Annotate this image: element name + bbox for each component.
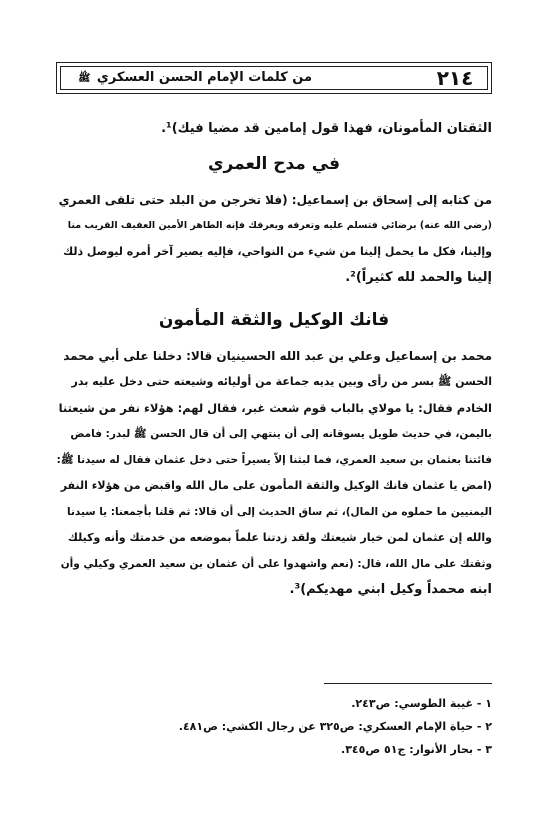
footnote-item: ١ - غيبة الطوسي: ص٢٤٣. xyxy=(351,697,492,710)
text-line: إلينا والحمد لله كثيراً)². xyxy=(345,270,492,285)
text-line: ابنه محمداً وكيل ابني مهديكم)³. xyxy=(289,582,492,597)
intro-paragraph xyxy=(56,116,492,142)
text-line: والله إن عثمان لمن خيار شيعتك ولقد زدتنا علماً بموضعه من خدمتك وأنه وكيلك xyxy=(67,531,492,544)
text-line: (امض يا عثمان فانك الوكيل والثقة المأمون على مال الله واقبض من هؤلاء النفر xyxy=(60,479,492,492)
footnote-item: ٢ - حياة الإمام العسكري: ص٣٢٥ عن رجال الكشي: ص٤٨١. xyxy=(178,720,492,733)
text-line: الحسن ﷺ بسر من رأى وبين يديه جماعة من أوليائه وشيعته حتى دخل عليه بدر xyxy=(71,375,492,388)
running-title-text: من كلمات الإمام الحسن العسكري xyxy=(96,70,312,85)
section1-paragraph xyxy=(56,187,492,291)
text-line: (رضي الله عنه) برضائي فتسلم عليه وتعرفه ويعرفك فإنه الطاهر الأمين العفيف القريب منا xyxy=(67,220,492,231)
footnotes xyxy=(56,692,492,761)
blessing-glyph: ﷺ xyxy=(78,73,91,84)
footnote-divider xyxy=(324,683,492,684)
section-heading-trusted-agent: فانك الوكيل والثقة المأمون xyxy=(158,310,390,330)
text-line: من كتابه إلى إسحاق بن إسماعيل: (فلا تخرجن من البلد حتى تلقى العمري xyxy=(58,193,492,207)
text-line: محمد بن إسماعيل وعلي بن عبد الله الحسينيان قالا: دخلنا على أبي محمد xyxy=(63,349,492,363)
text-line: وثقتك على مال الله، قال: (نعم واشهدوا على أن عثمان بن سعيد العمري وكيلي وأن xyxy=(60,558,492,570)
running-title xyxy=(76,70,312,86)
text-line: باليمن، في حديث طويل يسوقانه إلى أن ينتهي إلى أن قال الحسن ﷺ لبدر: فامض xyxy=(70,428,492,440)
text-line: وإلينا، فكل ما يحمل إلينا من شيء من النواحي، فإليه يصير آخر أمره ليوصل ذلك xyxy=(63,245,492,258)
text-line: الثقتان المأمونان، فهذا قول إمامين قد مضيا فيك)¹. xyxy=(161,121,492,136)
text-line: اليمنيين ما حملوه من المال)، ثم ساق الحديث إلى أن قالا: ثم قلنا بأجمعنا: يا سيدنا xyxy=(67,506,492,518)
footnote-item: ٣ - بحار الأنوار: ج٥١ ص٣٤٥. xyxy=(341,743,492,756)
section-heading-praise-al-amri: في مدح العمري xyxy=(207,154,341,174)
text-line: فائتنا بعثمان بن سعيد العمري، فما لبثنا إلاّ يسيراً حتى دخل عثمان فقال له سيدنا ﷺ: xyxy=(56,454,492,466)
page-number: ٢١٤ xyxy=(436,66,474,90)
section2-paragraph xyxy=(56,343,492,603)
text-line: الخادم فقال: يا مولاي بالباب قوم شعث غبر، فقال لهم: هؤلاء نفر من شيعتنا xyxy=(58,401,492,415)
